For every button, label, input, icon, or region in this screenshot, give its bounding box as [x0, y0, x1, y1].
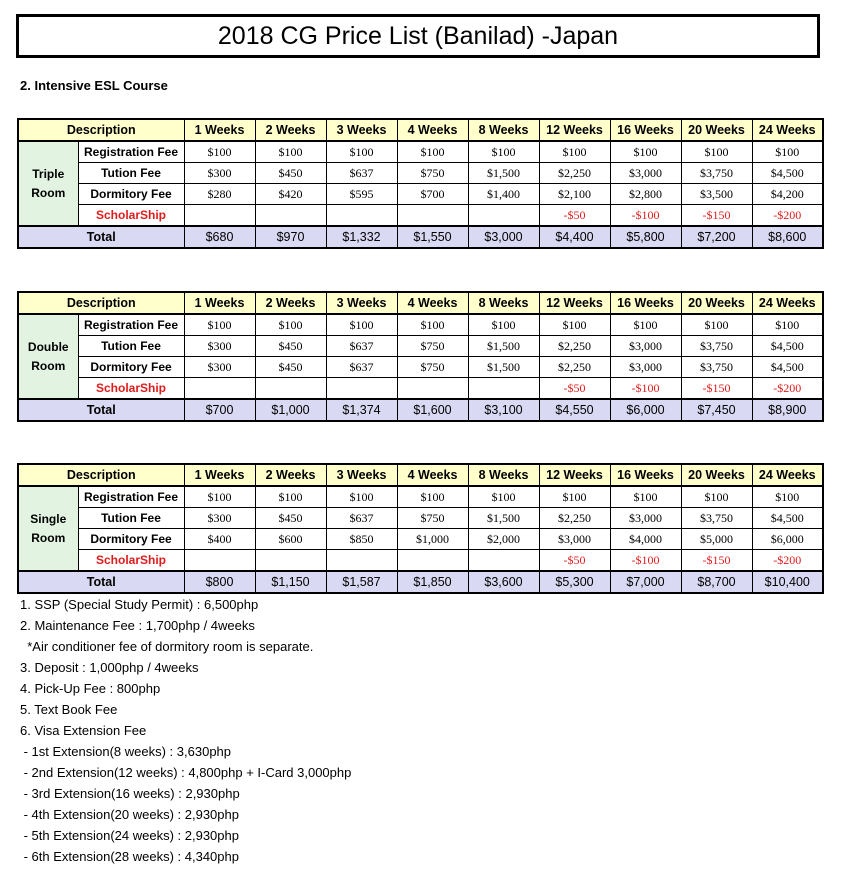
week-column-header: 20 Weeks	[681, 464, 752, 486]
fee-cell: $300	[184, 336, 255, 357]
week-column-header: 3 Weeks	[326, 464, 397, 486]
fee-cell	[468, 378, 539, 400]
room-type-line: Room	[31, 185, 66, 200]
fee-cell	[255, 378, 326, 400]
fee-cell: $100	[539, 486, 610, 508]
fee-cell: $100	[184, 141, 255, 163]
table-row-total	[18, 571, 823, 593]
row-label-tuition: Tution Fee	[78, 508, 184, 529]
week-column-header: 4 Weeks	[397, 464, 468, 486]
total-cell: $3,600	[468, 571, 539, 593]
fee-cell: $3,500	[681, 184, 752, 205]
fee-cell	[326, 205, 397, 227]
fee-cell: -$150	[681, 550, 752, 572]
fee-cell: $100	[539, 141, 610, 163]
table-row-total	[18, 226, 823, 248]
total-cell: $8,700	[681, 571, 752, 593]
fee-cell: $100	[752, 141, 823, 163]
fee-cell: $2,250	[539, 163, 610, 184]
fee-cell: $850	[326, 529, 397, 550]
fee-cell: $100	[397, 314, 468, 336]
total-cell: $3,100	[468, 399, 539, 421]
total-cell: $680	[184, 226, 255, 248]
week-column-header: 20 Weeks	[681, 119, 752, 141]
table-header-row	[18, 464, 823, 486]
fee-cell: $3,750	[681, 508, 752, 529]
fee-cell: -$150	[681, 378, 752, 400]
row-label-tuition: Tution Fee	[78, 163, 184, 184]
price-table-triple	[17, 118, 824, 249]
table-row-tuition	[18, 163, 823, 184]
fee-cell: $280	[184, 184, 255, 205]
notes-list	[20, 594, 351, 867]
fee-cell: $100	[255, 141, 326, 163]
week-column-header: 8 Weeks	[468, 119, 539, 141]
page-title: 2018 CG Price List (Banilad) -Japan	[16, 14, 820, 58]
fee-cell: $1,500	[468, 357, 539, 378]
total-cell: $8,600	[752, 226, 823, 248]
fee-cell: $450	[255, 357, 326, 378]
week-column-header: 1 Weeks	[184, 292, 255, 314]
row-label-scholarship: ScholarShip	[78, 378, 184, 400]
fee-cell: $600	[255, 529, 326, 550]
note-line: - 4th Extension(20 weeks) : 2,930php	[20, 807, 239, 822]
row-label-dormitory: Dormitory Fee	[78, 184, 184, 205]
description-header: Description	[18, 464, 184, 486]
total-cell: $1,850	[397, 571, 468, 593]
fee-cell: $4,200	[752, 184, 823, 205]
total-cell: $7,000	[610, 571, 681, 593]
week-column-header: 12 Weeks	[539, 464, 610, 486]
total-cell: $1,600	[397, 399, 468, 421]
fee-cell: $100	[468, 314, 539, 336]
fee-cell: $100	[397, 141, 468, 163]
fee-cell	[255, 550, 326, 572]
total-cell: $1,000	[255, 399, 326, 421]
fee-cell	[326, 378, 397, 400]
row-label-scholarship: ScholarShip	[78, 205, 184, 227]
fee-cell: $1,500	[468, 508, 539, 529]
fee-cell: -$50	[539, 205, 610, 227]
week-column-header: 12 Weeks	[539, 292, 610, 314]
total-cell: $10,400	[752, 571, 823, 593]
fee-cell: $100	[255, 486, 326, 508]
fee-cell: -$200	[752, 205, 823, 227]
fee-cell	[397, 205, 468, 227]
note-line: 5. Text Book Fee	[20, 702, 118, 717]
room-type-label	[18, 314, 78, 399]
fee-cell: $2,250	[539, 357, 610, 378]
fee-cell	[397, 550, 468, 572]
fee-cell: -$100	[610, 550, 681, 572]
total-cell: $7,200	[681, 226, 752, 248]
fee-cell: $700	[397, 184, 468, 205]
fee-cell: $100	[326, 141, 397, 163]
table-header-row	[18, 292, 823, 314]
fee-cell: $2,800	[610, 184, 681, 205]
fee-cell: $100	[326, 314, 397, 336]
row-label-registration: Registration Fee	[78, 141, 184, 163]
table-row-registration	[18, 141, 823, 163]
week-column-header: 16 Weeks	[610, 119, 681, 141]
note-line: 1. SSP (Special Study Permit) : 6,500php	[20, 597, 259, 612]
week-column-header: 4 Weeks	[397, 119, 468, 141]
fee-cell: $300	[184, 357, 255, 378]
fee-cell: $2,000	[468, 529, 539, 550]
row-label-registration: Registration Fee	[78, 486, 184, 508]
fee-cell: $100	[255, 314, 326, 336]
fee-cell: -$200	[752, 550, 823, 572]
fee-cell: $1,500	[468, 336, 539, 357]
fee-cell: $100	[681, 314, 752, 336]
row-label-scholarship: ScholarShip	[78, 550, 184, 572]
fee-cell: $450	[255, 163, 326, 184]
fee-cell: $100	[326, 486, 397, 508]
room-type-line: Double	[27, 339, 69, 354]
fee-cell	[184, 205, 255, 227]
fee-cell: $637	[326, 357, 397, 378]
price-table-single	[17, 463, 824, 594]
fee-cell	[397, 378, 468, 400]
week-column-header: 24 Weeks	[752, 119, 823, 141]
room-type-label	[18, 486, 78, 571]
note-line: 6. Visa Extension Fee	[20, 723, 147, 738]
note-line: - 1st Extension(8 weeks) : 3,630php	[20, 744, 232, 759]
fee-cell: $100	[610, 486, 681, 508]
week-column-header: 2 Weeks	[255, 119, 326, 141]
week-column-header: 20 Weeks	[681, 292, 752, 314]
fee-cell: $3,750	[681, 336, 752, 357]
week-column-header: 24 Weeks	[752, 464, 823, 486]
room-type-line: Room	[31, 530, 66, 545]
total-cell: $5,800	[610, 226, 681, 248]
total-label: Total	[18, 399, 184, 421]
total-cell: $8,900	[752, 399, 823, 421]
fee-cell: $420	[255, 184, 326, 205]
fee-cell: $637	[326, 163, 397, 184]
fee-cell: $3,750	[681, 357, 752, 378]
total-cell: $4,400	[539, 226, 610, 248]
fee-cell: $1,400	[468, 184, 539, 205]
fee-cell: -$100	[610, 205, 681, 227]
fee-cell: $100	[681, 141, 752, 163]
note-line: - 6th Extension(28 weeks) : 4,340php	[20, 849, 239, 864]
fee-cell: $100	[468, 486, 539, 508]
table-row-dormitory	[18, 184, 823, 205]
note-line: - 2nd Extension(12 weeks) : 4,800php + I-Card 3,000php	[20, 765, 352, 780]
table-row-registration	[18, 314, 823, 336]
total-cell: $1,332	[326, 226, 397, 248]
fee-cell: $3,000	[539, 529, 610, 550]
fee-cell: $750	[397, 163, 468, 184]
fee-cell: $4,500	[752, 163, 823, 184]
fee-cell: -$100	[610, 378, 681, 400]
fee-cell: $450	[255, 508, 326, 529]
fee-cell: -$150	[681, 205, 752, 227]
fee-cell: $2,250	[539, 336, 610, 357]
fee-cell: $3,000	[610, 508, 681, 529]
fee-cell: $4,000	[610, 529, 681, 550]
week-column-header: 8 Weeks	[468, 292, 539, 314]
fee-cell	[255, 205, 326, 227]
table-row-tuition	[18, 508, 823, 529]
table-row-dormitory	[18, 357, 823, 378]
total-cell: $7,450	[681, 399, 752, 421]
note-line: - 3rd Extension(16 weeks) : 2,930php	[20, 786, 240, 801]
week-column-header: 24 Weeks	[752, 292, 823, 314]
week-column-header: 4 Weeks	[397, 292, 468, 314]
table-row-registration	[18, 486, 823, 508]
total-label: Total	[18, 226, 184, 248]
week-column-header: 16 Weeks	[610, 464, 681, 486]
fee-cell: $450	[255, 336, 326, 357]
week-column-header: 3 Weeks	[326, 292, 397, 314]
fee-cell: $750	[397, 357, 468, 378]
fee-cell: $6,000	[752, 529, 823, 550]
fee-cell: $100	[184, 486, 255, 508]
total-cell: $3,000	[468, 226, 539, 248]
fee-cell	[184, 550, 255, 572]
fee-cell: -$50	[539, 550, 610, 572]
room-type-label	[18, 141, 78, 226]
fee-cell: $4,500	[752, 357, 823, 378]
fee-cell: $100	[397, 486, 468, 508]
fee-cell: $750	[397, 336, 468, 357]
price-table-double	[17, 291, 824, 422]
table-row-total	[18, 399, 823, 421]
fee-cell: $3,000	[610, 336, 681, 357]
fee-cell: $100	[752, 314, 823, 336]
total-cell: $5,300	[539, 571, 610, 593]
table-row-tuition	[18, 336, 823, 357]
fee-cell: $5,000	[681, 529, 752, 550]
fee-cell: $2,250	[539, 508, 610, 529]
fee-cell: $300	[184, 163, 255, 184]
note-line: 2. Maintenance Fee : 1,700php / 4weeks	[20, 618, 255, 633]
week-column-header: 1 Weeks	[184, 119, 255, 141]
row-label-dormitory: Dormitory Fee	[78, 529, 184, 550]
room-type-line: Room	[31, 358, 66, 373]
table-header-row	[18, 119, 823, 141]
week-column-header: 2 Weeks	[255, 464, 326, 486]
fee-cell: -$50	[539, 378, 610, 400]
total-cell: $1,587	[326, 571, 397, 593]
note-line: *Air conditioner fee of dormitory room is separate.	[20, 639, 314, 654]
fee-cell	[468, 550, 539, 572]
fee-cell	[184, 378, 255, 400]
total-cell: $1,550	[397, 226, 468, 248]
note-line: 4. Pick-Up Fee : 800php	[20, 681, 161, 696]
total-label: Total	[18, 571, 184, 593]
room-type-line: Single	[30, 511, 67, 526]
total-cell: $1,374	[326, 399, 397, 421]
description-header: Description	[18, 119, 184, 141]
fee-cell: $637	[326, 336, 397, 357]
total-cell: $1,150	[255, 571, 326, 593]
week-column-header: 8 Weeks	[468, 464, 539, 486]
table-row-scholarship	[18, 205, 823, 227]
description-header: Description	[18, 292, 184, 314]
fee-cell	[326, 550, 397, 572]
fee-cell: $595	[326, 184, 397, 205]
table-row-dormitory	[18, 529, 823, 550]
week-column-header: 1 Weeks	[184, 464, 255, 486]
week-column-header: 3 Weeks	[326, 119, 397, 141]
fee-cell: $637	[326, 508, 397, 529]
fee-cell: $3,000	[610, 163, 681, 184]
week-column-header: 2 Weeks	[255, 292, 326, 314]
note-line: - 5th Extension(24 weeks) : 2,930php	[20, 828, 239, 843]
week-column-header: 16 Weeks	[610, 292, 681, 314]
room-type-line: Triple	[32, 166, 65, 181]
fee-cell: $100	[681, 486, 752, 508]
fee-cell: $100	[610, 141, 681, 163]
fee-cell: $3,750	[681, 163, 752, 184]
fee-cell: $100	[184, 314, 255, 336]
week-column-header: 12 Weeks	[539, 119, 610, 141]
fee-cell: $1,000	[397, 529, 468, 550]
total-cell: $700	[184, 399, 255, 421]
fee-cell: $400	[184, 529, 255, 550]
table-row-scholarship	[18, 378, 823, 400]
fee-cell: $100	[752, 486, 823, 508]
fee-cell	[468, 205, 539, 227]
total-cell: $4,550	[539, 399, 610, 421]
row-label-dormitory: Dormitory Fee	[78, 357, 184, 378]
fee-cell: $1,500	[468, 163, 539, 184]
fee-cell: $3,000	[610, 357, 681, 378]
fee-cell: $100	[468, 141, 539, 163]
fee-cell: $300	[184, 508, 255, 529]
row-label-tuition: Tution Fee	[78, 336, 184, 357]
fee-cell: $100	[610, 314, 681, 336]
row-label-registration: Registration Fee	[78, 314, 184, 336]
total-cell: $970	[255, 226, 326, 248]
fee-cell: $2,100	[539, 184, 610, 205]
fee-cell: $750	[397, 508, 468, 529]
total-cell: $6,000	[610, 399, 681, 421]
fee-cell: $4,500	[752, 336, 823, 357]
fee-cell: -$200	[752, 378, 823, 400]
table-row-scholarship	[18, 550, 823, 572]
total-cell: $800	[184, 571, 255, 593]
section-title: 2. Intensive ESL Course	[20, 78, 168, 93]
fee-cell: $4,500	[752, 508, 823, 529]
fee-cell: $100	[539, 314, 610, 336]
note-line: 3. Deposit : 1,000php / 4weeks	[20, 660, 199, 675]
